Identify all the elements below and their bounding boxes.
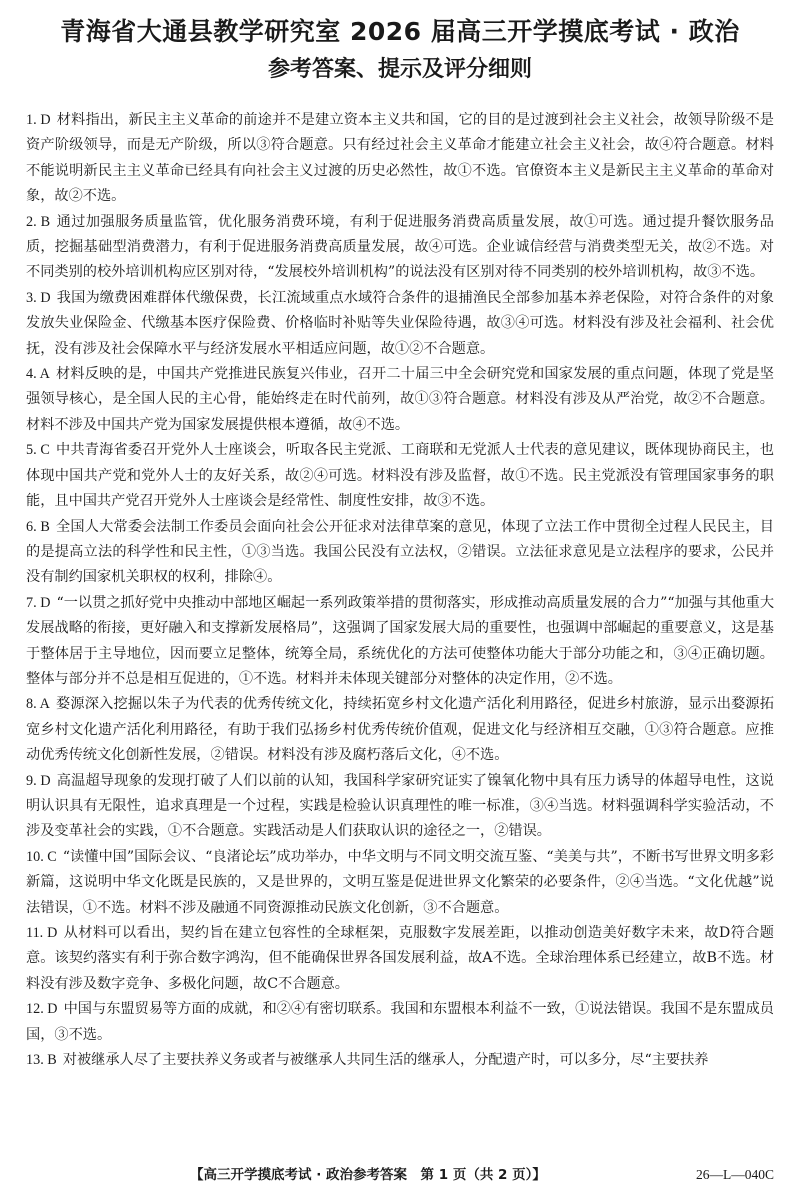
answer-key: 3. D [26, 289, 51, 306]
footer-code: 26—L—040C [695, 1167, 774, 1182]
answer-key: 5. C [26, 442, 50, 459]
answer-key: 6. B [26, 518, 50, 535]
answer-item [26, 362, 774, 438]
answer-explanation: “一以贯之抓好党中央推动中部地区崛起一系列政策举措的贯彻落实，形成推动高质量发展的合力”“加强与其他重大发展战略的衔接，更好融入和支撑新发展格局”，这强调了国家发展大局的重要性，也强调中部崛起的重要意义，这是基于整体居于主导地位，因而要立足整体，统筹全局，系统优化的方法可使整体功能大于部分功能之和，③④正确切题。整体与部分并不总是相互促进的，①不选。材料并未体现关键部分对整体的决定作用，②不选。 [26, 594, 775, 687]
answer-key: 13. B [26, 1052, 57, 1069]
answer-key: 4. A [26, 366, 50, 383]
answer-explanation: 中国与东盟贸易等方面的成就，和②④有密切联系。我国和东盟根本利益不一致，①说法错误。我国不是东盟成员国，③不选。 [26, 1001, 774, 1043]
answer-item [26, 210, 774, 286]
answer-key: 12. D [26, 1001, 58, 1018]
answer-item [26, 108, 774, 210]
answer-item [26, 438, 774, 514]
answer-key: 2. B [26, 213, 51, 230]
page-title: 青海省大通县教学研究室 2026 届高三开学摸底考试 · 政治 [60, 17, 740, 46]
answer-explanation: 我国为缴费困难群体代缴保费，长江流域重点水域符合条件的退捕渔民全部参加基本养老保险，对符合条件的对象发放失业保险金、代缴基本医疗保险费、价格临时补贴等失业保险待遇，故③④可选。材料没有涉及社会福利、社会优抚，没有涉及社会保障水平与经济发展水平相适应问题，故①②不合题意。 [26, 289, 774, 357]
answer-explanation: 中共青海省委召开党外人士座谈会，听取各民主党派、工商联和无党派人士代表的意见建议，既体现协商民主，也体现中国共产党和党外人士的友好关系，故②④可选。材料没有涉及监督，故①不选。民主党派没有管理国家事务的职能，且中国共产党召开党外人士座谈会是经常性、制度性安排，故③不选。 [26, 442, 774, 510]
answer-item [26, 515, 774, 591]
answer-item [26, 769, 774, 845]
answer-explanation: 高温超导现象的发现打破了人们以前的认知，我国科学家研究证实了镍氧化物中具有压力诱导的体超导电性，这说明认识具有无限性，追求真理是一个过程，实践是检验认识真理性的唯一标准，③④当选。材料强调科学实验活动，不涉及变革社会的实践，①不合题意。实践活动是人们获取认识的途径之一，②错误。 [26, 772, 774, 840]
page-subtitle: 参考答案、提示及评分细则 [267, 57, 532, 82]
answer-explanation: 全国人大常委会法制工作委员会面向社会公开征求对法律草案的意见，体现了立法工作中贯彻全过程人民民主，目的是提高立法的科学性和民主性，①③当选。我国公民没有立法权，②错误。立法征求意见是立法程序的要求，公民并没有制约国家机关职权的权利，排除④。 [26, 518, 774, 586]
answer-key: 8. A [26, 696, 50, 713]
answer-explanation: “读懂中国”国际会议、“良渚论坛”成功举办，中华文明与不同文明交流互鉴、“美美与共”，不断书写世界文明多彩新篇，这说明中华文化既是民族的，又是世界的，文明互鉴是促进世界文化繁荣的必要条件，②④当选。“文化优越”说法错误，①不选。材料不涉及融通不同资源推动民族文化创新，③不合题意。 [26, 848, 774, 916]
answer-item [26, 591, 774, 693]
answer-item [26, 997, 774, 1048]
answer-key: 11. D [26, 925, 58, 941]
answer-explanation: 从材料可以看出，契约旨在建立包容性的全球框架，克服数字发展差距，以推动创造美好数字未来，故D符合题意。该契约落实有利于弥合数字鸿沟，但不能确保世界各国发展利益，故A不选。全球治理体系已经建立，故B不选。材料没有涉及数字竞争、多极化问题，故C不合题意。 [26, 925, 774, 992]
answer-key: 1. D [26, 112, 51, 128]
answer-key: 10. C [26, 848, 57, 865]
answer-key: 7. D [26, 594, 51, 611]
answer-key: 9. D [26, 772, 51, 789]
answer-explanation: 通过加强服务质量监管，优化服务消费环境，有利于促进服务消费高质量发展，故①可选。通过提升餐饮服务品质，挖掘基础型消费潜力，有利于促进服务消费高质量发展，故④可选。企业诚信经营与消费类型无关，故②不选。对不同类别的校外培训机构应区别对待，“发展校外培训机构”的说法没有区别对待不同类别的校外培训机构，故③不选。 [26, 213, 774, 281]
answer-item [26, 921, 774, 997]
answer-explanation: 对被继承人尽了主要扶养义务或者与被继承人共同生活的继承人，分配遗产时，可以多分，尽“主要扶养 [62, 1052, 709, 1069]
answer-explanation: 材料指出，新民主主义革命的前途并不是建立资本主义共和国，它的目的是过渡到社会主义社会，故领导阶级不是资产阶级领导，而是无产阶级，所以③符合题意。只有经过社会主义革命才能建立社会主义社会，故④符合题意。材料不能说明新民主主义革命已经具有向社会主义过渡的历史必然性，故①不选。官僚资本主义是新民主主义革命的革命对象，故②不选。 [26, 112, 774, 205]
answer-explanation: 婺源深入挖掘以朱子为代表的优秀传统文化，持续拓宽乡村文化遗产活化利用路径，促进乡村旅游，显示出婺源拓宽乡村文化遗产活化利用路径，有助于我们弘扬乡村优秀传统价值观，促进文化与经济相互交融，①③符合题意。应推动优秀传统文化创新性发展，②错误。材料没有涉及腐朽落后文化，④不选。 [26, 696, 774, 764]
answer-item [26, 286, 774, 362]
page-footer [0, 1163, 800, 1187]
answer-item [26, 692, 774, 768]
answer-explanation: 材料反映的是，中国共产党推进民族复兴伟业，召开二十届三中全会研究党和国家发展的重点问题，体现了党是坚强领导核心，是全国人民的主心骨，能始终走在时代前列，故①③符合题意。材料没有涉及从严治党，故②不合题意。材料不涉及中国共产党为国家发展提供根本遵循，故④不选。 [26, 366, 774, 433]
answer-list [26, 108, 774, 1073]
answer-item [26, 1048, 774, 1073]
footer-label: 【高三开学摸底考试 · 政治参考答案 第 1 页（共 2 页）】 [190, 1167, 546, 1183]
answer-item [26, 845, 774, 921]
